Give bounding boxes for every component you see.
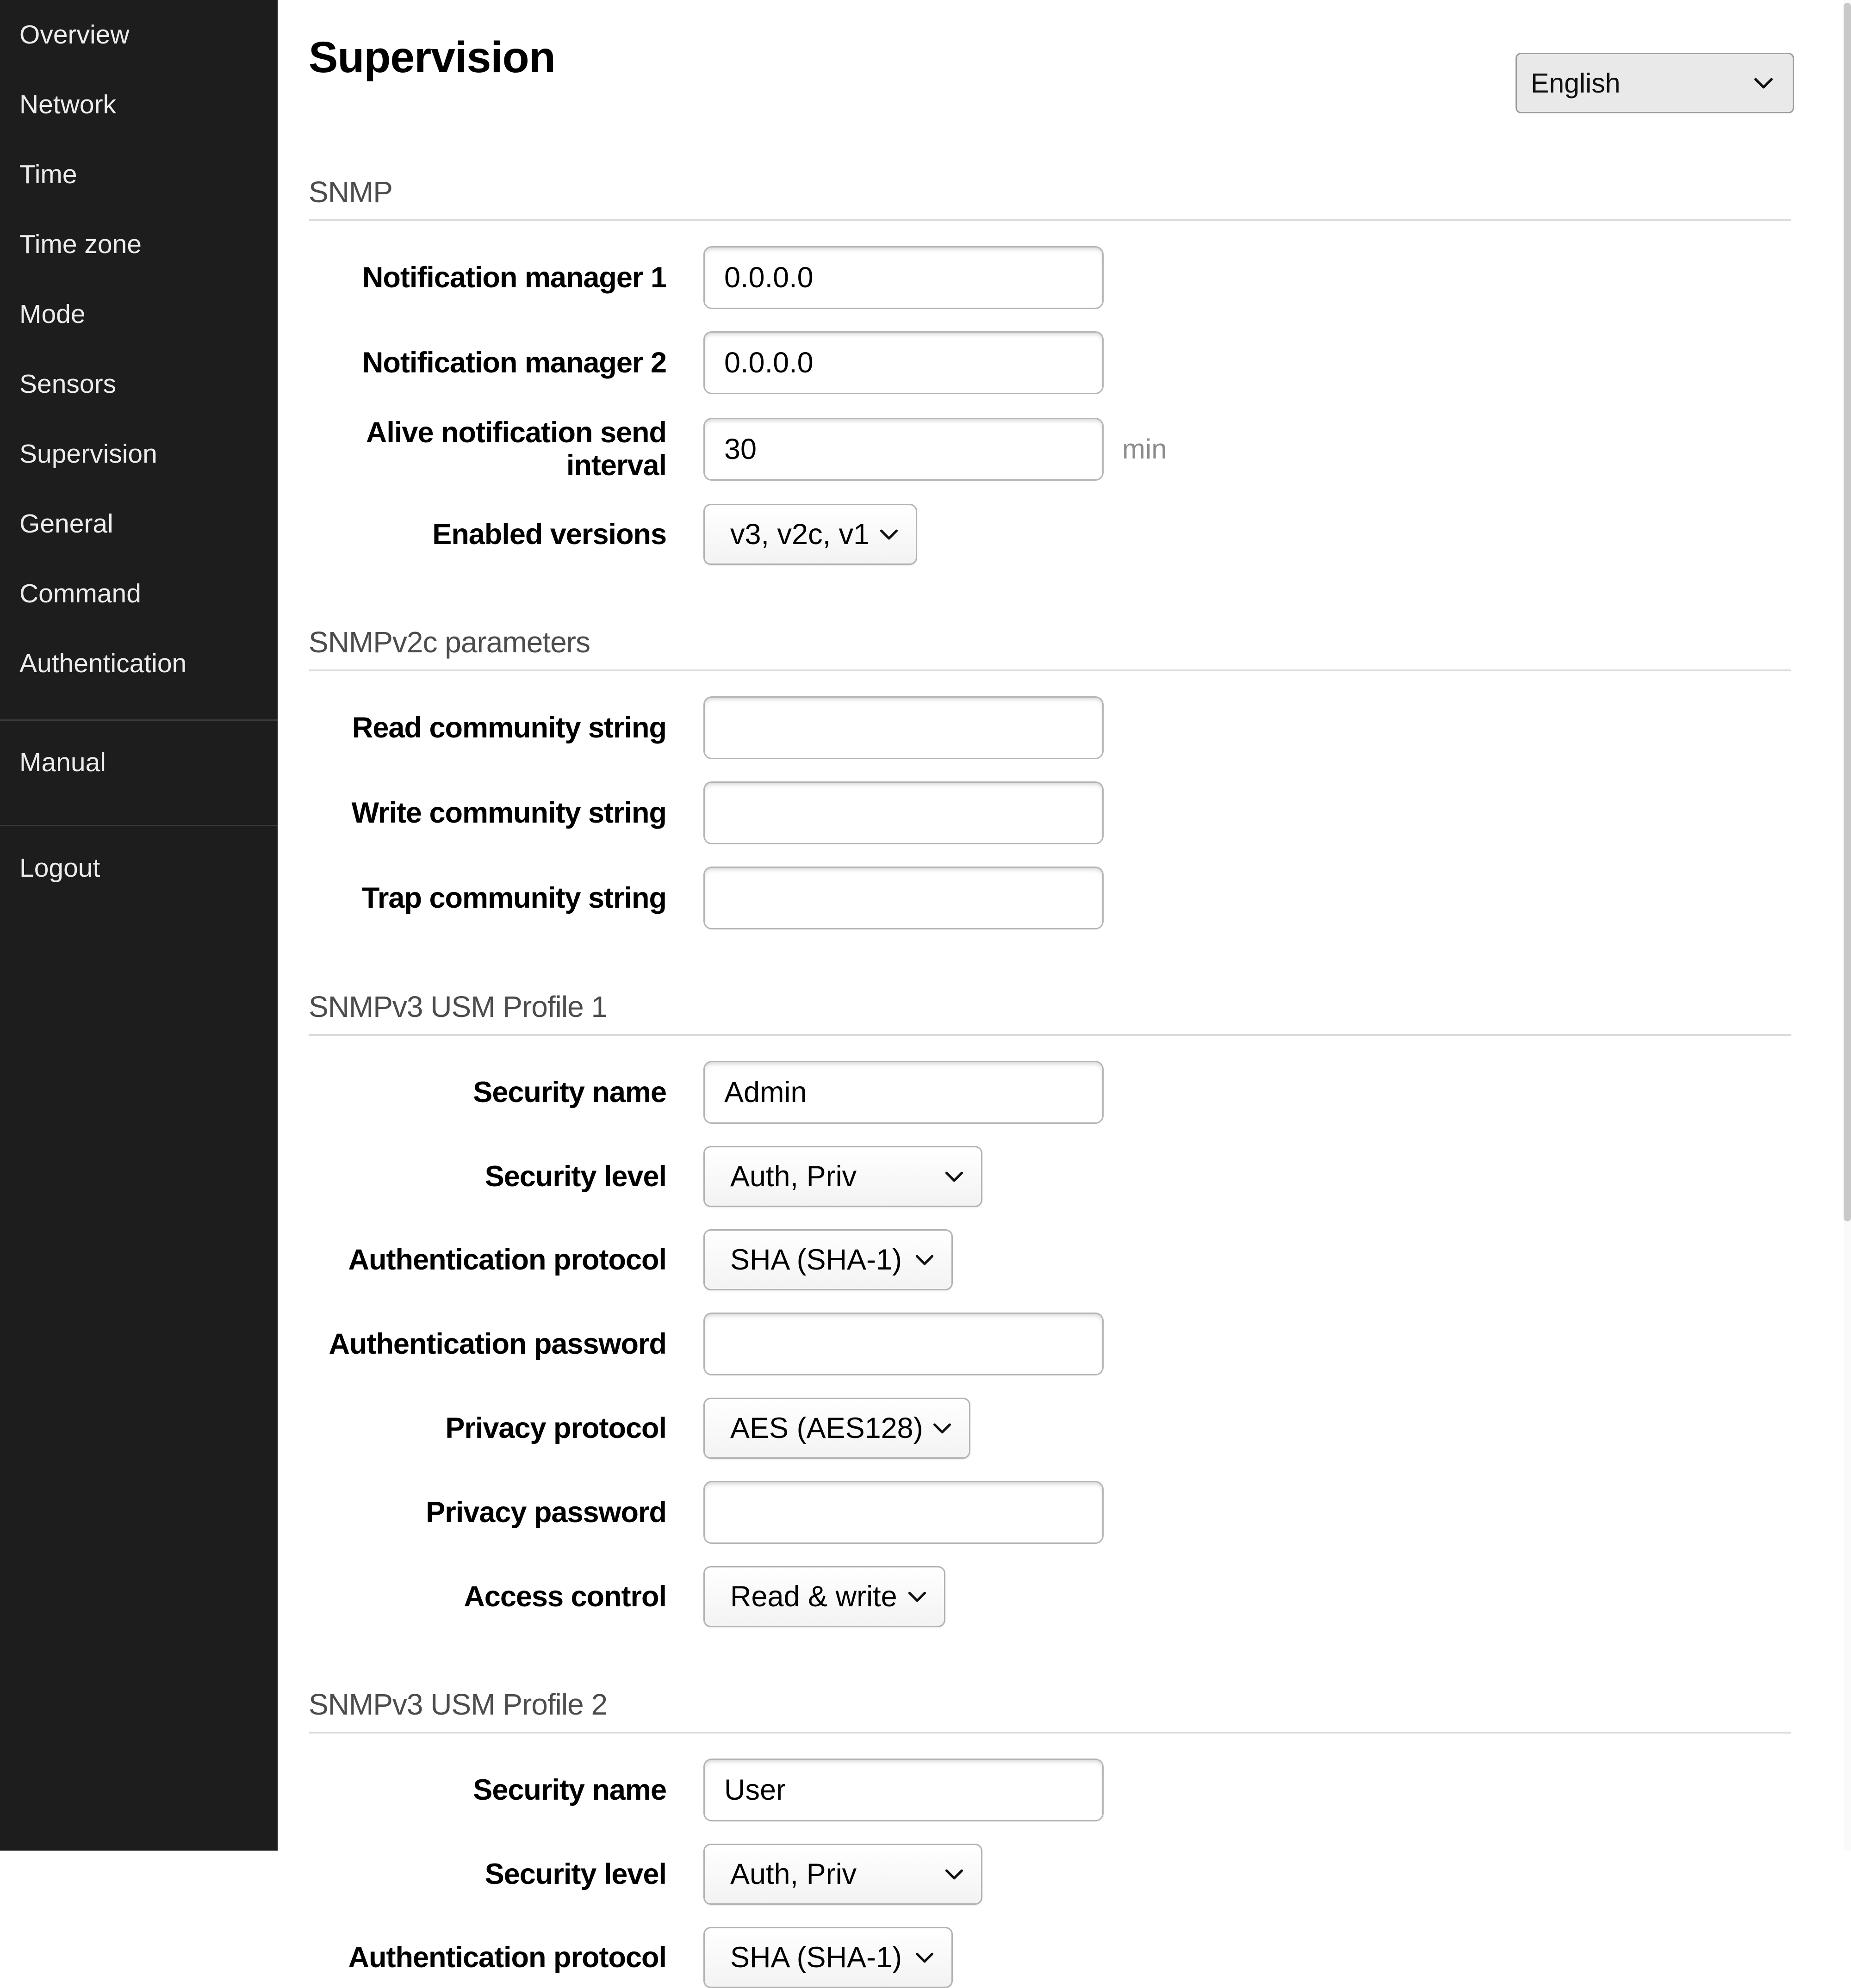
field-label-authentication-protocol-2: Authentication protocol	[348, 1941, 666, 1974]
authentication-protocol-1-select[interactable]	[703, 1229, 953, 1290]
privacy-password-1-input[interactable]	[703, 1481, 1104, 1544]
form-row	[309, 416, 1791, 482]
scrollbar-thumb[interactable]	[1844, 3, 1851, 1221]
content-area	[278, 0, 1851, 1988]
field-label-privacy-password-1: Privacy password	[426, 1496, 666, 1529]
form-row	[309, 1061, 1791, 1124]
sidebar-item-time-zone[interactable]: Time zone	[19, 229, 142, 259]
language-select-value: English	[1531, 68, 1621, 99]
chevron-down-icon	[880, 529, 898, 540]
unit-label: min	[1122, 434, 1167, 465]
field-label-security-level-1: Security level	[484, 1160, 666, 1193]
form-row	[309, 331, 1791, 394]
sidebar-item-time[interactable]: Time	[19, 160, 77, 189]
section-title: SNMPv2c parameters	[309, 626, 590, 659]
chevron-down-icon	[933, 1423, 951, 1434]
chevron-down-icon	[945, 1869, 963, 1880]
form-row	[309, 1229, 1791, 1290]
security-level-1-select[interactable]	[703, 1146, 982, 1207]
form-row	[309, 1566, 1791, 1627]
field-label-authentication-password-1: Authentication password	[329, 1327, 666, 1360]
sidebar-item-sensors[interactable]: Sensors	[19, 369, 117, 399]
form-row	[309, 696, 1791, 759]
form-row	[309, 867, 1791, 929]
field-label-enabled-versions: Enabled versions	[432, 518, 666, 551]
trap-community-string-input[interactable]	[703, 867, 1104, 929]
section-divider	[309, 1034, 1791, 1036]
sidebar-main-list	[0, 0, 278, 699]
section-snmpv2c-parameters	[309, 625, 1791, 929]
section-divider	[309, 219, 1791, 221]
page-header	[309, 32, 1791, 116]
access-control-1-select-value: Read & write	[730, 1580, 897, 1613]
sidebar-item-manual[interactable]: Manual	[19, 748, 106, 777]
field-label-security-name-2: Security name	[473, 1773, 666, 1806]
language-select[interactable]	[1516, 53, 1794, 113]
security-name-2-input[interactable]	[703, 1759, 1104, 1821]
section-title: SNMPv3 USM Profile 2	[309, 1688, 608, 1722]
form-row	[309, 1398, 1791, 1459]
chevron-down-icon	[908, 1592, 926, 1602]
field-label-read-community-string: Read community string	[352, 711, 666, 744]
field-label-write-community-string: Write community string	[351, 796, 666, 829]
field-label-authentication-protocol-1: Authentication protocol	[348, 1243, 666, 1276]
sidebar-footer-list	[0, 826, 278, 910]
chevron-down-icon	[915, 1255, 934, 1265]
scrollbar-track[interactable]	[1844, 0, 1851, 1851]
field-label-alive-notification-send-interval: Alive notification send interval	[366, 416, 666, 482]
page-title: Supervision	[309, 33, 555, 82]
sidebar-item-network[interactable]: Network	[19, 90, 117, 119]
privacy-protocol-1-select-value: AES (AES128)	[730, 1412, 923, 1445]
section-rows	[309, 1061, 1791, 1627]
field-label-notification-manager-2: Notification manager 2	[362, 346, 666, 379]
security-name-1-input[interactable]	[703, 1061, 1104, 1124]
section-title: SNMPv3 USM Profile 1	[309, 990, 608, 1024]
section-snmpv3-usm-profile-2	[309, 1687, 1791, 1988]
section-snmpv3-usm-profile-1	[309, 990, 1791, 1627]
sidebar	[0, 0, 278, 1851]
sidebar-item-supervision[interactable]: Supervision	[19, 439, 157, 469]
form-row	[309, 246, 1791, 309]
form-row	[309, 1146, 1791, 1207]
section-rows	[309, 696, 1791, 929]
section-divider	[309, 1732, 1791, 1734]
section-snmp	[309, 175, 1791, 565]
sidebar-item-authentication[interactable]: Authentication	[19, 649, 187, 678]
sidebar-item-overview[interactable]: Overview	[19, 20, 130, 50]
form-row	[309, 1844, 1791, 1905]
field-label-privacy-protocol-1: Privacy protocol	[445, 1412, 666, 1444]
form-row	[309, 781, 1791, 844]
authentication-protocol-1-select-value: SHA (SHA-1)	[730, 1244, 902, 1276]
alive-notification-send-interval-input[interactable]	[703, 418, 1104, 481]
field-label-security-level-2: Security level	[484, 1858, 666, 1890]
enabled-versions-select[interactable]	[703, 504, 917, 565]
sidebar-item-mode[interactable]: Mode	[19, 299, 86, 329]
field-label-notification-manager-1: Notification manager 1	[362, 261, 666, 294]
chevron-down-icon	[1754, 78, 1773, 89]
field-label-access-control-1: Access control	[464, 1580, 666, 1613]
field-label-security-name-1: Security name	[473, 1076, 666, 1109]
write-community-string-input[interactable]	[703, 781, 1104, 844]
security-level-2-select[interactable]	[703, 1844, 982, 1905]
form-sections	[309, 175, 1791, 1988]
form-row	[309, 1481, 1791, 1544]
form-row	[309, 504, 1791, 565]
notification-manager-2-input[interactable]	[703, 331, 1104, 394]
section-rows	[309, 246, 1791, 565]
sidebar-item-logout[interactable]: Logout	[19, 853, 100, 883]
section-rows	[309, 1759, 1791, 1988]
security-level-1-select-value: Auth, Priv	[730, 1160, 857, 1193]
notification-manager-1-input[interactable]	[703, 246, 1104, 309]
section-divider	[309, 669, 1791, 671]
form-row	[309, 1313, 1791, 1375]
access-control-1-select[interactable]	[703, 1566, 945, 1627]
enabled-versions-select-value: v3, v2c, v1	[730, 518, 870, 551]
authentication-protocol-2-select-value: SHA (SHA-1)	[730, 1941, 902, 1974]
sidebar-item-command[interactable]: Command	[19, 579, 141, 608]
authentication-protocol-2-select[interactable]	[703, 1927, 953, 1988]
section-title: SNMP	[309, 175, 392, 209]
authentication-password-1-input[interactable]	[703, 1313, 1104, 1375]
form-row	[309, 1927, 1791, 1988]
field-label-trap-community-string: Trap community string	[361, 881, 666, 914]
read-community-string-input[interactable]	[703, 696, 1104, 759]
chevron-down-icon	[945, 1171, 963, 1182]
form-row	[309, 1759, 1791, 1821]
sidebar-item-general[interactable]: General	[19, 509, 113, 539]
chevron-down-icon	[915, 1952, 934, 1963]
security-level-2-select-value: Auth, Priv	[730, 1858, 857, 1891]
sidebar-secondary-list	[0, 721, 278, 804]
privacy-protocol-1-select[interactable]	[703, 1398, 970, 1459]
